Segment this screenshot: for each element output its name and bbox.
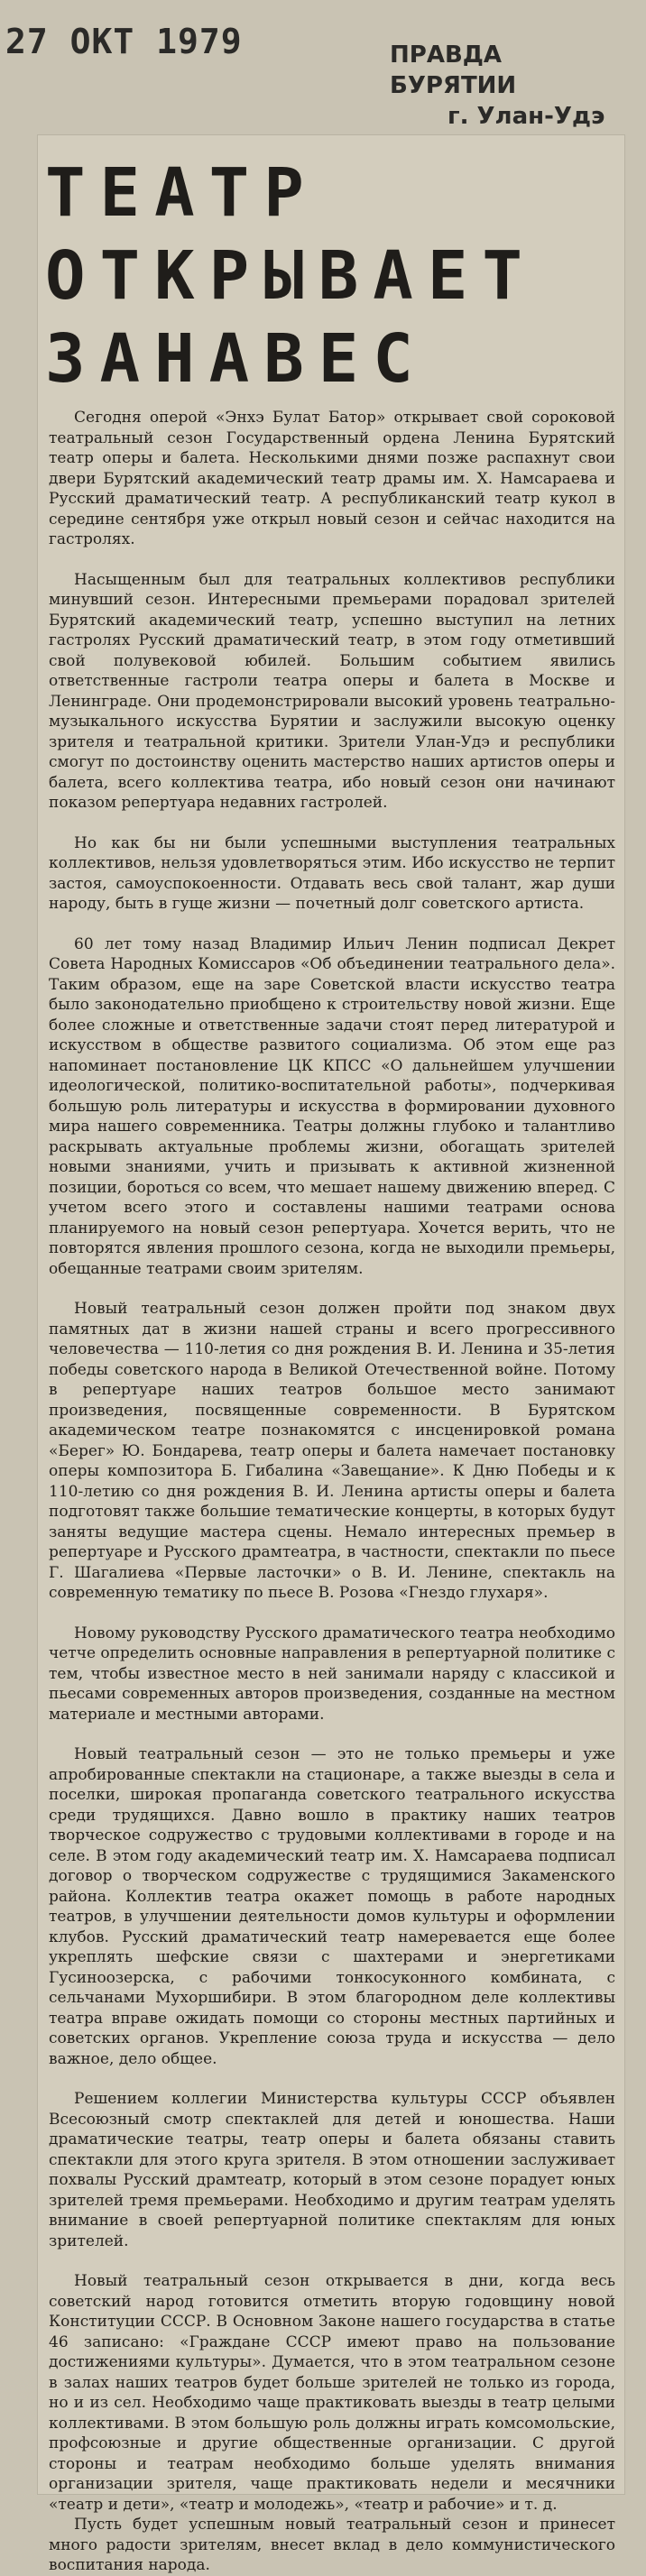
newspaper-name: ПРАВДА БУРЯТИИ bbox=[390, 41, 517, 99]
article-paragraph: Новый театральный сезон должен пройти под знаком двух памятных дат в жизни нашей страны и всего прогрессивного человечества — 110-летия со дня рождения В. И. Ленина и 35-летия победы советского народа в Великой Отечественной войне. Потому в репертуаре наших театров большое место занимают произведения, посвященные современности. В Бурятском академическом театре познакомятся с инсценировкой романа «Берег» Ю. Бондарева, театр оперы и балета намечает постановку оперы композитора Б. Гибалина «Завещание». К Дню Победы и к 110-летию со дня рождения В. И. Ленина артисты оперы и балета подготовят также большие тематические концерты, в которых будут заняты ведущие мастера сцены. Немало интересных премьер в репертуаре и Русского драмтеатра, в частности, спектакли по пьесе Г. Шагалиева «Первые ласточки» о В. И. Ленине, спектакль на современную тематику по пьесе В. Розова «Гнездо глухаря». bbox=[49, 1300, 615, 1602]
article-headline bbox=[38, 152, 624, 400]
article-clipping bbox=[38, 135, 624, 2574]
article-paragraph: Сегодня оперой «Энхэ Булат Батор» открывает свой сороковой театральный сезон Государственный ордена Ленина Бурятский театр оперы и балета. Несколькими днями позже распахнут свои двери Бурятский академический театр драмы им. Х. Намсараева и Русский драматический театр. А республиканский театр кукол в середине сентября уже открыл новый сезон и сейчас находится на гастролях. bbox=[49, 409, 615, 548]
article-paragraph: Насыщенным был для театральных коллективов республики минувший сезон. Интересными премьерами порадовал зрителей Бурятский академический театр, успешно выступил на летних гастролях Русский драматический театр, в этом году отметивший свой полувековой юбилей. Большим событием явились ответственные гастроли театра оперы и балета в Москве и Ленинграде. Они продемонстрировали высокий уровень театрально-музыкального искусства Бурятии и заслужили высокую оценку зрителя и театральной критики. Зрители Улан-Удэ и республики смогут по достоинству оценить мастерство наших артистов оперы и балета, всего коллектива театра, ибо новый сезон они начинают показом репертуара недавних гастролей. bbox=[49, 570, 615, 812]
article-paragraph: Новый театральный сезон — это не только премьеры и уже апробированные спектакли на стационаре, а также выезды в села и поселки, широкая пропаганда советского театрального искусства среди трудящихся. Давно вошло в практику наших театров творческое содружество с трудовыми коллективами в городе и на селе. В этом году академический театр им. Х. Намсараева подписал договор о творческом содружестве с трудящимися Закаменского района. Коллектив театра окажет помощь в работе народных театров, в улучшении деятельности домов культуры и оформлении клубов. Русский драматический театр намеревается еще более укреплять шефские связи с шахтерами и энергетиками Гусиноозерска, с рабочими тонкосуконного комбината, с сельчанами Мухоршибири. В этом благородном деле коллективы театра вправе ожидать помощи со стороны местных партийных и советских органов. Укрепление союза труда и искусства — дело важное, дело общее. bbox=[49, 1745, 615, 2068]
date-stamp: 27 ОКТ 1979 bbox=[5, 22, 243, 61]
newspaper-source bbox=[390, 40, 633, 132]
article-paragraph: Пусть будет успешным новый театральный сезон и принесет много радости зрителям, внесет вклад в дело коммунистического воспитания народа. bbox=[49, 2516, 615, 2574]
headline-line-1: ТЕАТР bbox=[45, 154, 318, 232]
article-body bbox=[38, 408, 624, 2576]
newspaper-city: г. Улан-Удэ bbox=[448, 103, 605, 130]
article-paragraph: Новому руководству Русского драматического театра необходимо четче определить основные направления в репертуарной политике с тем, чтобы известное место в ней занимали наряду с классикой и пьесами современных авторов произведения, созданные на местном материале и местными авторами. bbox=[49, 1624, 615, 1724]
article-paragraph: 60 лет тому назад Владимир Ильич Ленин подписал Декрет Совета Народных Комиссаров «Об объединении театрального дела». Таким образом, еще на заре Советской власти искусство театра было законодательно приобщено к строительству новой жизни. Еще более сложные и ответственные задачи стоят перед литературой и искусством в обществе развитого социализма. Об этом еще раз напоминает постановление ЦК КПСС «О дальнейшем улучшении идеологической, политико-воспитательной работы», подчеркивая большую роль литературы и искусства в формировании духовного мира нашего современника. Театры должны глубоко и талантливо раскрывать актуальные проблемы жизни, обогащать зрителей новыми знаниями, учить и призывать к активной жизненной позиции, бороться со всем, что мешает нашему движению вперед. С учетом всего этого и составлены нашими театрами основа планируемого на новый сезон репертуара. Хочется верить, что не повторятся явления прошлого сезона, когда не выходили премьеры, обещанные театрами своим зрителям. bbox=[49, 934, 615, 1278]
headline-line-3: ЗАНАВЕС bbox=[45, 320, 428, 398]
article-paragraph: Решением коллегии Министерства культуры СССР объявлен Всесоюзный смотр спектаклей для детей и юношества. Наши драматические театры, театр оперы и балета обязаны ставить спектакли для этого круга зрителя. В этом отношении заслуживает похвалы Русский драмтеатр, который в этом сезоне порадует юных зрителей тремя премьерами. Необходимо и другим театрам уделять внимание в своей репертуарной политике спектаклям для юных зрителей. bbox=[49, 2090, 615, 2250]
article-paragraph: Новый театральный сезон открывается в дни, когда весь советский народ готовится отметить вторую годовщину новой Конституции СССР. В Основном Законе нашего государства в статье 46 записано: «Граждане СССР имеют право на пользование достижениями культуры». Думается, что в этом театральном сезоне в залах наших театров будет больше зрителей не только из города, но и из сел. Необходимо чаще практиковать выезды в театр целыми коллективами. В этом большую роль должны играть комсомольские, профсоюзные и другие общественные организации. С другой стороны и театрам необходимо больше уделять внимания организации зрителя, чаще практиковать недели и месячники «театр и дети», «театр и молодежь», «театр и рабочие» и т. д. bbox=[49, 2272, 615, 2514]
article-paragraph: Но как бы ни были успешными выступления театральных коллективов, нельзя удовлетворяться этим. Ибо искусство не терпит застоя, самоуспокоенности. Отдавать весь свой талант, жар души народу, быть в гуще жизни — почетный долг советского артиста. bbox=[49, 833, 615, 913]
headline-line-2: ОТКРЫВАЕТ bbox=[45, 237, 537, 315]
